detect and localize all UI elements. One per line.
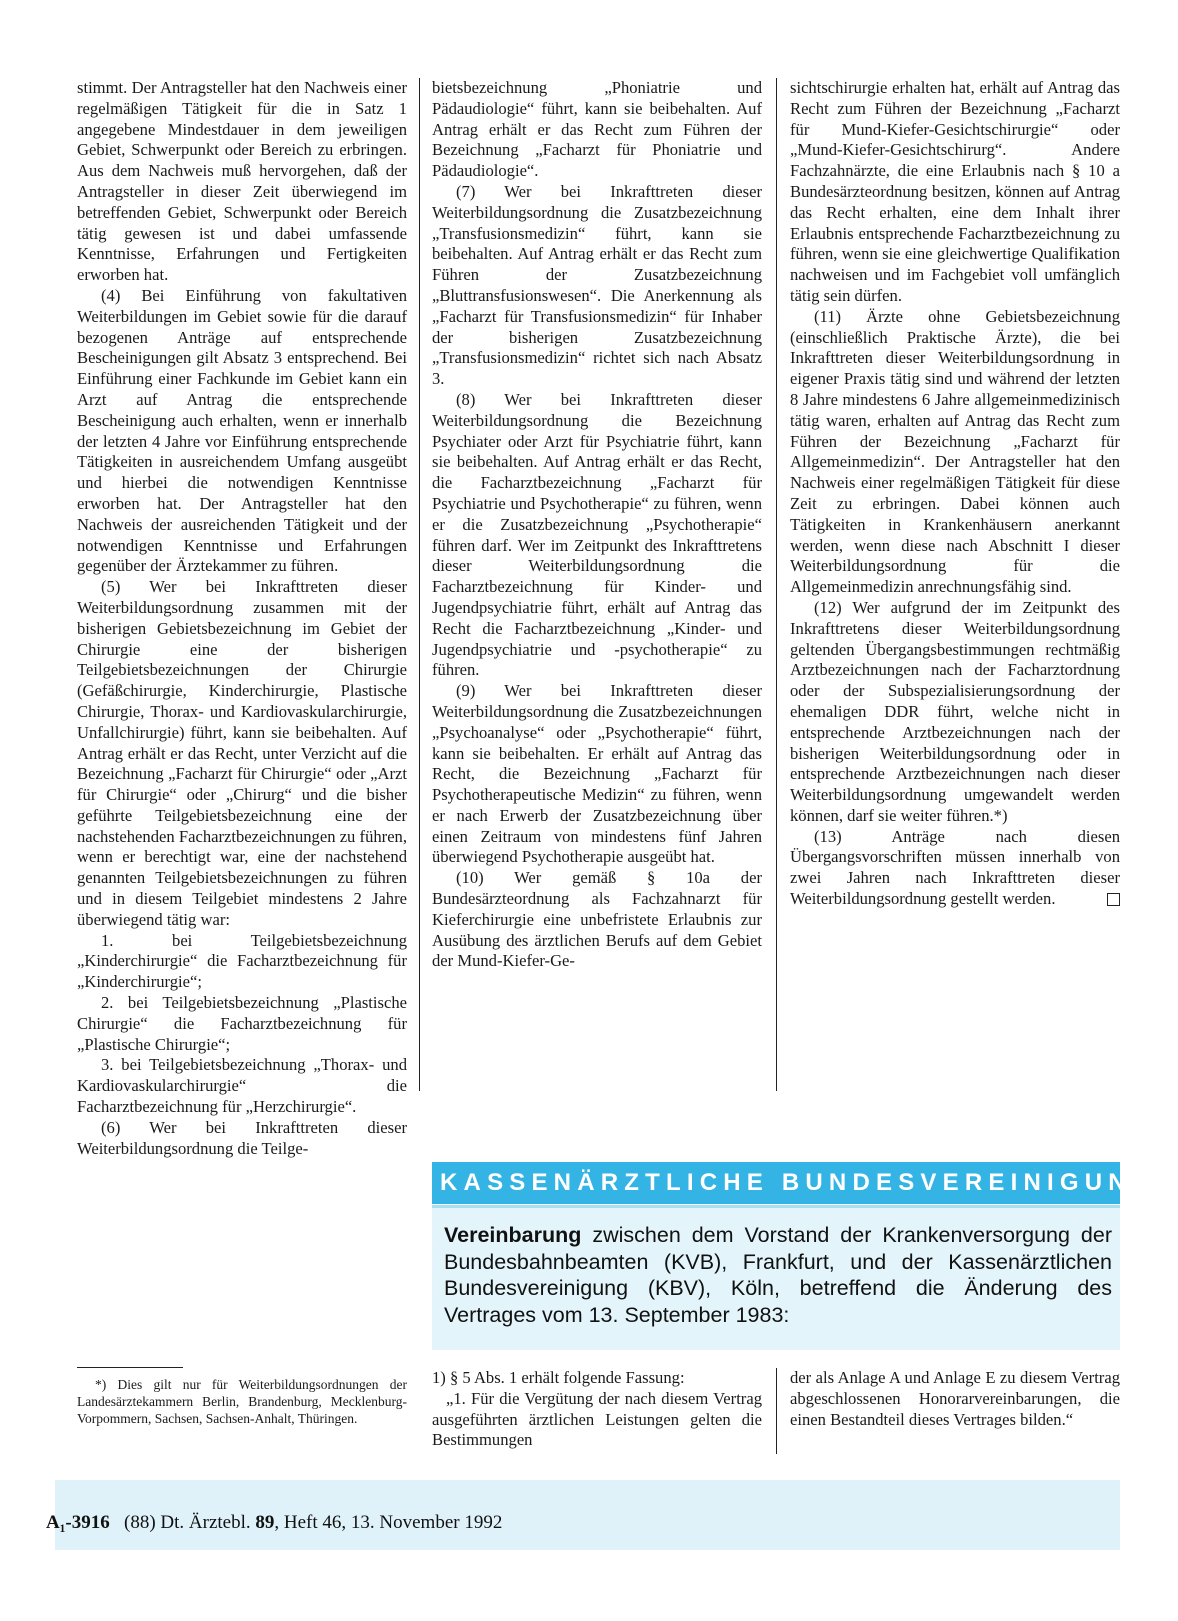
end-of-article-icon <box>1107 893 1120 906</box>
paragraph-12: (12) Wer aufgrund der im Zeitpunkt des Inkrafttretens dieser Weiterbildungsordnung geltenden Übergangsbestimmungen rechtmäßig Arztbezeichnungen nach der Facharztordnung oder der Subspezialisierungsordnung der ehemaligen DDR führt, welche nicht in entsprechende Arztbezeichnungen nach der bisherigen Weiterbildungsordnung oder in entsprechende Arztbezeichnungen nach dieser Weiterbildungsordnung umgewandelt werden können, darf sie weiter führen.*) <box>790 597 1120 825</box>
kbv-banner-title: KASSENÄRZTLICHE BUNDESVEREINIGUNG <box>440 1169 1157 1196</box>
kbv-amendment-line: 1) § 5 Abs. 1 erhält folgende Fassung: <box>432 1368 685 1387</box>
paragraph-7: (7) Wer bei Inkrafttreten dieser Weiterbildungsordnung die Zusatzbezeichnung „Transfusionsmedizin“ führt, kann sie beibehalten. Auf Antrag erhält er das Recht zum Führen der Zusatzbezeichnung „Bluttransfusionswesen“. Die Anerkennung als „Facharzt für Transfusionsmedizin“ für Inhaber der bisherigen Zusatzbezeichnung „Transfusionsmedizin“ richtet sich nach Absatz 3. <box>432 181 762 389</box>
paragraph-13-text: (13) Anträge nach diesen Übergangsvorschriften müssen innerhalb von zwei Jahren nach Inkrafttreten dieser Weiterbildungsordnung gestellt werden. <box>790 826 1120 909</box>
issue-date: , Heft 46, 13. November 1992 <box>274 1512 503 1533</box>
journal-name: Dt. Ärztebl. <box>160 1512 251 1533</box>
kbv-amendment-continued: der als Anlage A und Anlage E zu diesem Vertrag abgeschlossenen Honorarvereinbarungen, die einen Bestandteil dieses Vertrages bilden.“ <box>790 1368 1120 1429</box>
paragraph-10: (10) Wer gemäß § 10a der Bundesärzteordnung als Fachzahnarzt für Kieferchirurgie eine unbefristete Erlaubnis zur Ausübung des ärztlichen Berufs auf dem Gebiet der Mund-Kiefer-Ge- <box>432 868 762 971</box>
list-item-2: 2. bei Teilgebietsbezeichnung „Plastische Chirurgie“ die Facharztbezeichnung für „Plastische Chirurgie“; <box>77 993 407 1054</box>
footnote <box>77 1376 407 1428</box>
kbv-heading <box>444 1222 1112 1328</box>
page-number: (88) <box>124 1512 156 1533</box>
column-divider <box>776 78 777 1091</box>
paragraph-5: (5) Wer bei Inkrafttreten dieser Weiterbildungsordnung zusammen mit der bisherigen Gebietsbezeichnung im Gebiet der Chirurgie eine der bisherigen Teilgebietsbezeichnungen der Chirurgie (Gefäßchirurgie, Kinderchirurgie, Plastische Chirurgie, Thorax- und Kardiovaskularchirurgie, Unfallchirurgie) führt, kann sie beibehalten. Auf Antrag erhält er das Recht, unter Verzicht auf die Bezeichnung „Facharzt für Chirurgie“ oder „Arzt für Chirurgie“ oder „Chirurg“ und die bisher geführte Teilgebietsbezeichnung eine der nachstehenden Facharztbezeichnungen zu führen, wenn er berechtigt war, eine der nachstehend genannten Teilgebietsbezeichnungen zu führen und in diesem Teilgebiet mindestens 2 Jahre überwiegend tätig war: <box>77 577 407 929</box>
footnote-rule <box>77 1367 183 1368</box>
text-column-3 <box>790 78 1120 910</box>
paragraph-3-continued: stimmt. Der Antragsteller hat den Nachweis einer regelmäßigen Tätigkeit für die in Satz 1 angegebene Mindestdauer in dem jeweiligen Gebiet, Schwerpunkt oder Bereich zu erbringen. Aus dem Nachweis muß hervorgehen, daß der Antragsteller in dieser Zeit überwiegend im betreffenden Gebiet, Schwerpunkt oder Bereich tätig gewesen ist und dabei umfassende Kenntnisse, Erfahrungen und Fertigkeiten erworben hat. <box>77 78 407 285</box>
page-footer <box>46 1512 502 1534</box>
list-item-3: 3. bei Teilgebietsbezeichnung „Thorax- und Kardiovaskularchirurgie“ die Facharztbezeichnung für „Herzchirurgie“. <box>77 1055 407 1117</box>
paragraph-4: (4) Bei Einführung von fakultativen Weiterbildungen im Gebiet sowie für die darauf bezogenen Anträge auf entsprechende Bescheinigungen gilt Absatz 3 entsprechend. Bei Einführung einer Fachkunde im Gebiet kann ein Arzt auf Antrag die entsprechende Bescheinigung auch erhalten, wenn er innerhalb der letzten 4 Jahre vor Einführung entsprechende Tätigkeiten in ausreichendem Umfang ausgeübt und hierbei die notwendigen Kenntnisse erworben hat. Der Antragsteller hat den Nachweis der ausreichenden Tätigkeit und der notwendigen Kenntnisse und Erfahrungen gegenüber der Ärztekammer zu führen. <box>77 285 407 576</box>
kbv-heading-text: zwischen dem Vorstand der Krankenversorgung der Bundesbahnbeamten (KVB), Frankfurt, und der Kassenärztlichen Bundesvereinigung (KBV), Köln, betreffend die Änderung des Vertrages vom 13. September 1983: <box>444 1223 1112 1327</box>
text-column-1 <box>77 78 407 1159</box>
paragraph-9: (9) Wer bei Inkrafttreten dieser Weiterbildungsordnung die Zusatzbezeichnungen „Psychoanalyse“ oder „Psychotherapie“ führt, kann sie beibehalten. Er erhält auf Antrag das Recht, die Bezeichnung „Facharzt für Psychotherapeutische Medizin“ zu führen, wenn er nach Erwerb der Zusatzbezeichnung über einen Zeitraum von mindestens fünf Jahren überwiegend Psychotherapie ausgeübt hat. <box>432 681 762 867</box>
paragraph-13 <box>790 827 1120 910</box>
kbv-text-column-2 <box>790 1368 1120 1430</box>
kbv-heading-bold: Vereinbarung <box>444 1223 582 1247</box>
kbv-text-column-1 <box>432 1368 762 1451</box>
column-divider <box>776 1368 777 1454</box>
paragraph-6: (6) Wer bei Inkrafttreten dieser Weiterbildungsordnung die Teilge- <box>77 1117 407 1158</box>
page-code: A₁-3916 <box>46 1512 110 1533</box>
paragraph-11: (11) Ärzte ohne Gebietsbezeichnung (einschließlich Praktische Ärzte), die bei Inkrafttreten dieser Weiterbildungsordnung in eigener Praxis tätig sind und während der letzten 8 Jahre mindestens 6 Jahre allgemeinmedizinisch tätig waren, erhalten auf Antrag das Recht zum Führen der Bezeichnung „Facharzt für Allgemeinmedizin“. Der Antragsteller hat den Nachweis einer regelmäßigen Tätigkeit für diese Zeit zu erbringen. Dabei können auch Tätigkeiten in Krankenhäusern anerkannt werden, wenn diese nach Abschnitt I dieser Weiterbildungsordnung für die Allgemeinmedizin anrechnungsfähig sind. <box>790 306 1120 597</box>
journal-volume: 89 <box>255 1512 275 1533</box>
paragraph-8: (8) Wer bei Inkrafttreten dieser Weiterbildungsordnung die Bezeichnung Psychiater oder Arzt für Psychiatrie führt, kann sie beibehalten. Auf Antrag erhält er das Recht, die Facharztbezeichnung „Facharzt für Psychiatrie und Psychotherapie“ zu führen, wenn er die Zusatzbezeichnung „Psychotherapie“ führen darf. Wer im Zeitpunkt des Inkrafttretens dieser Weiterbildungsordnung die Facharztbezeichnung für Kinder- und Jugendpsychiatrie führt, erhält auf Antrag das Recht die Facharztbezeichnung „Kinder- und Jugendpsychiatrie und -psychotherapie“ zu führen. <box>432 389 762 680</box>
column-divider <box>419 78 420 1091</box>
list-item-1: 1. bei Teilgebietsbezeichnung „Kinderchirurgie“ die Facharztbezeichnung für „Kinderchirurgie“; <box>77 930 407 992</box>
paragraph-10-continued: sichtschirurgie erhalten hat, erhält auf Antrag das Recht zum Führen der Bezeichnung „Facharzt für Mund-Kiefer-Gesichtschirurgie“ oder „Mund-Kiefer-Gesichtschirurg“. Andere Fachzahnärzte, die eine Erlaubnis nach § 10 a Bundesärzteordnung besitzen, können auf Antrag das Recht erhalten, eine dem Inhalt ihrer Erlaubnis entsprechende Facharztbezeichnung zu führen, wenn sie eine gleichwertige Qualifikation nachweisen und im Fachgebiet voll umfänglich tätig sein dürfen. <box>790 78 1120 305</box>
text-column-2 <box>432 78 762 972</box>
paragraph-6-continued: bietsbezeichnung „Phoniatrie und Pädaudiologie“ führt, kann sie beibehalten. Auf Antrag erhält er das Recht zum Führen der Bezeichnung „Facharzt für Phoniatrie und Pädaudiologie“. <box>432 78 762 181</box>
kbv-banner <box>432 1162 1157 1204</box>
footnote-text: *) Dies gilt nur für Weiterbildungsordnungen der Landesärztekammern Berlin, Brandenburg, Mecklenburg-Vorpommern, Sachsen, Sachsen-Anhalt, Thüringen. <box>77 1377 407 1427</box>
kbv-amendment-text: „1. Für die Vergütung der nach diesem Vertrag ausgeführten ärztlichen Leistungen gelten die Bestimmungen <box>432 1388 762 1450</box>
